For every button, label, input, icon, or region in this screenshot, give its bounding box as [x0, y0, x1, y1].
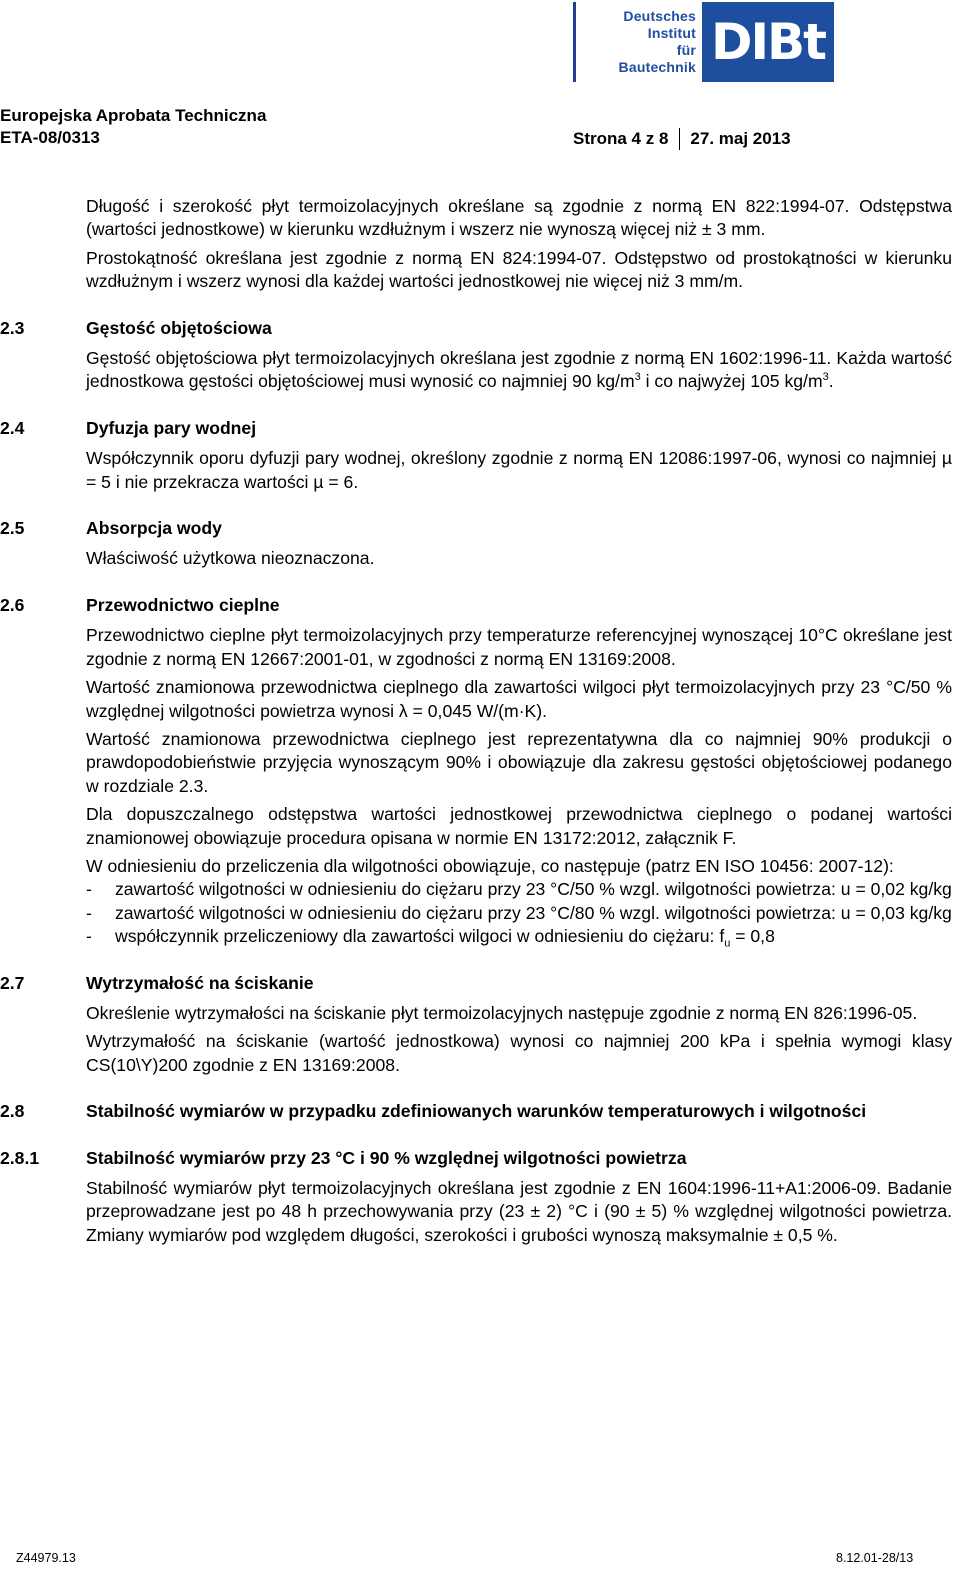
- list-dash: -: [86, 902, 92, 923]
- section-number: 2.3: [0, 317, 25, 338]
- logo-line-4: Bautechnik: [618, 59, 696, 75]
- section-number: 2.7: [0, 972, 25, 993]
- list-item-text: zawartość wilgotności w odniesieniu do ciężaru przy 23 °C/50 % wzgl. wilgotności powietrza: u = 0,02 kg/kg: [115, 879, 952, 900]
- header-separator: [679, 128, 680, 150]
- section-heading: [0, 417, 952, 440]
- section-title: Dyfuzja pary wodnej: [86, 417, 257, 438]
- page-number: Strona 4 z 8: [573, 129, 669, 148]
- footer-reference: Z44979.13: [16, 1551, 76, 1565]
- section-number: 2.4: [0, 417, 25, 438]
- list-dash: -: [86, 879, 92, 900]
- paragraph-compressive-method: Określenie wytrzymałości na ściskanie płyt termoizolacyjnych następuje zgodnie z normą EN 826:1996-05.: [86, 1002, 918, 1023]
- footer-code: 8.12.01-28/13: [836, 1551, 914, 1565]
- paragraph-dimensional-stability: Stabilność wymiarów płyt termoizolacyjnych określana jest zgodnie z EN 1604:1996-11+A1:2006-09. Badanie przeprowadzane jest po 48 h przechowywania przy (23 ± 2) °C i (90 ± 5) % względnej wilgotności powietrza. Zmiany wymiarów pod względem długości, szerokości i grubości wynoszą maksymalnie ± 0,5 %.: [86, 1178, 952, 1245]
- section-number: 2.5: [0, 518, 25, 539]
- list-dash: -: [86, 926, 92, 947]
- section-title: Stabilność wymiarów w przypadku zdefiniowanych warunków temperaturowych i wilgotności: [86, 1101, 867, 1122]
- section-number: 2.8: [0, 1101, 25, 1122]
- eta-number: ETA-08/0313: [0, 128, 100, 147]
- logo-line-1: Deutsches: [623, 8, 696, 24]
- list-item-text: zawartość wilgotności w odniesieniu do ciężaru przy 23 °C/80 % wzgl. wilgotności powietrza: u = 0,03 kg/kg: [115, 902, 952, 923]
- section-number: 2.8.1: [0, 1147, 40, 1168]
- logo-line-3: für: [676, 42, 696, 58]
- text-run: i co najwyżej 105 kg/m: [640, 371, 823, 392]
- paragraph-compressive-value: Wytrzymałość na ściskanie (wartość jednostkowa) wynosi co najmniej 200 kPa i spełnia wymogi klasy CS(10\Y)200 zgodnie z EN 13169:2008.: [86, 1031, 952, 1075]
- text-run: Gęstość objętościowa płyt termoizolacyjnych określana jest zgodnie z normą EN 1602:1996-11. Każda wartość jednostkowa gęstości objętościowej musi wynosić co najmniej 90 kg/m: [86, 348, 952, 392]
- paragraph-declared-value: Wartość znamionowa przewodnictwa cieplnego dla zawartości wilgoci płyt termoizolacyjnych przy 23 °C/50 % względnej wilgotności powietrza wynosi λ = 0,045 W/(m·K).: [86, 677, 952, 721]
- logo-wordmark: [576, 2, 702, 82]
- document-date: 27. maj 2013: [690, 129, 791, 148]
- section-title: Absorpcja wody: [86, 518, 222, 539]
- paragraph-conductivity: Przewodnictwo cieplne płyt termoizolacyjnych przy temperaturze referencyjnej wynoszącej 10°C określane jest zgodnie z normą EN 12667:2001-01, w zgodności z normą EN 13169:2008.: [86, 625, 952, 669]
- section-title: Wytrzymałość na ściskanie: [86, 972, 314, 993]
- list-item: [86, 902, 952, 925]
- dibt-logo: [573, 2, 834, 82]
- list-item-text: [115, 925, 952, 948]
- list-item: [86, 878, 952, 901]
- text-run: współczynnik przeliczeniowy dla zawartości wilgoci w odniesieniu do ciężaru: f: [115, 926, 725, 947]
- paragraph-water-absorption: Właściwość użytkowa nieoznaczona.: [86, 548, 375, 569]
- logo-line-2: Institut: [647, 25, 696, 41]
- section-heading: [0, 594, 952, 617]
- text-run: = 0,8: [730, 926, 775, 947]
- document-body: [0, 195, 952, 1247]
- section-heading: [0, 517, 952, 540]
- document-title: Europejska Aprobata Techniczna: [0, 106, 267, 125]
- paragraph-squareness: Prostokątność określana jest zgodnie z normą EN 824:1994-07. Odstępstwo od prostokątności w kierunku wzdłużnym i wszerz wynosi dla każdej wartości jednostkowej nie więcej niż 3 mm/m.: [86, 247, 952, 292]
- list-item: [86, 925, 952, 948]
- section-heading: [0, 972, 952, 995]
- paragraph-deviation: Dla dopuszczalnego odstępstwa wartości jednostkowej przewodnictwa cieplnego o podanej wartości znamionowej obowiązuje procedura opisana w normie EN 13172:2012, załącznik F.: [86, 804, 952, 848]
- paragraph-length-width: Długość i szerokość płyt termoizolacyjnych określane są zgodnie z normą EN 822:1994-07. Odstępstwa (wartości jednostkowe) w kierunku wzdłużnym i wszerz nie wynoszą więcej niż ± 3 mm.: [86, 196, 952, 240]
- section-heading: [0, 1100, 952, 1123]
- superscript: 3: [822, 371, 829, 384]
- paragraph-representative: Wartość znamionowa przewodnictwa cieplnego jest reprezentatywna dla co najmniej 90% produkcji o prawdopodobieństwie przyjęcia wynoszącym 90% i obowiązuje dla zakresu gęstości objętościowej podanego w rozdziale 2.3.: [86, 728, 952, 796]
- paragraph-vapour-diffusion: Współczynnik oporu dyfuzji pary wodnej, określony zgodnie z normą EN 12086:1997-06, wynosi co najmniej µ = 5 i nie przekracza wartości µ = 6.: [86, 448, 952, 492]
- text-run: .: [828, 371, 834, 392]
- subsection-heading: [0, 1147, 952, 1170]
- paragraph-moisture-conversion: W odniesieniu do przeliczenia dla wilgotności obowiązuje, co następuje (patrz EN ISO 10456: 2007-12):: [86, 855, 894, 876]
- section-title: Przewodnictwo cieplne: [86, 594, 280, 615]
- section-heading: [0, 317, 952, 340]
- section-title: Gęstość objętościowa: [86, 317, 272, 338]
- paragraph-density: [86, 347, 952, 394]
- subscript: u: [724, 937, 731, 950]
- section-title: Stabilność wymiarów przy 23 °C i 90 % względnej wilgotności powietrza: [86, 1147, 687, 1168]
- superscript: 3: [634, 371, 641, 384]
- page-info: [573, 128, 791, 150]
- section-number: 2.6: [0, 594, 25, 615]
- conversion-list: [86, 878, 952, 948]
- logo-mark: DIBt: [702, 2, 834, 82]
